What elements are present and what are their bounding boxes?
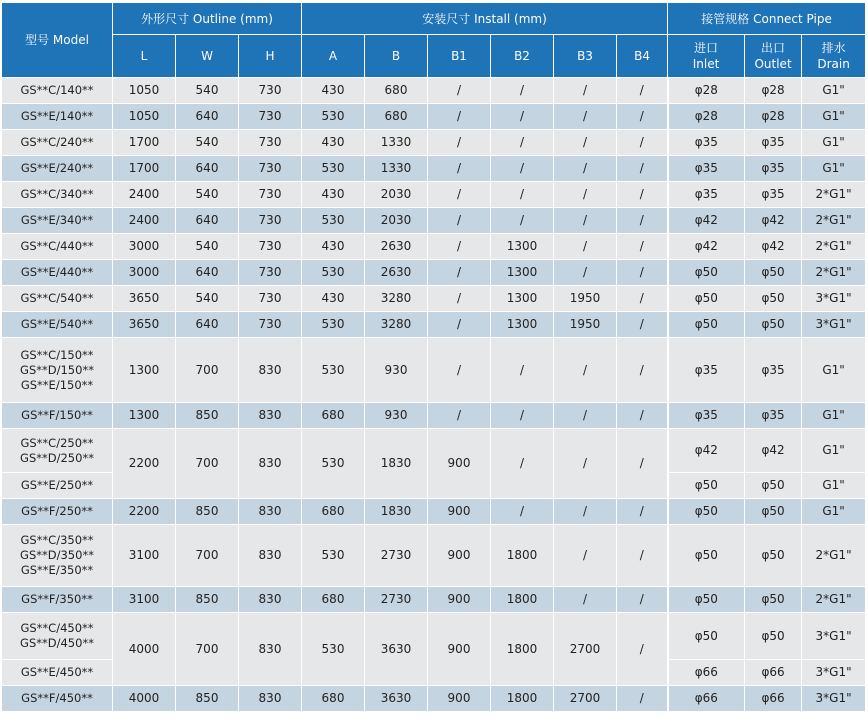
cell-L: 3650 (113, 286, 176, 312)
cell-inlet: φ35 (668, 182, 745, 208)
cell-A: 680 (302, 686, 365, 712)
cell-A: 530 (302, 208, 365, 234)
cell-inlet: φ35 (668, 130, 745, 156)
cell-model (2, 338, 113, 403)
header-L: L (113, 35, 176, 78)
cell-B2: / (491, 403, 554, 429)
cell-B1: / (428, 260, 491, 286)
cell-B4: / (617, 525, 668, 587)
cell-B: 1330 (365, 130, 428, 156)
cell-L: 2200 (113, 429, 176, 499)
cell-inlet: φ28 (668, 78, 745, 104)
cell-L: 1050 (113, 104, 176, 130)
cell-inlet: φ50 (668, 499, 745, 525)
model-line: GS**E/150** (20, 377, 94, 392)
cell-B: 3630 (365, 686, 428, 712)
model-line: GS**D/450** (20, 636, 94, 650)
cell-A: 530 (302, 429, 365, 499)
cell-W: 540 (176, 286, 239, 312)
cell-model: GS**E/540** (2, 312, 113, 338)
table-row (2, 286, 866, 312)
cell-B1: 900 (428, 429, 491, 499)
cell-B2: / (491, 208, 554, 234)
cell-B2: / (491, 499, 554, 525)
cell-B3: / (554, 78, 617, 104)
cell-B2: / (491, 338, 554, 403)
cell-W: 700 (176, 338, 239, 403)
cell-outlet: φ28 (745, 78, 802, 104)
cell-B4: / (617, 312, 668, 338)
cell-B2: / (491, 130, 554, 156)
cell-L: 2400 (113, 182, 176, 208)
cell-model: GS**F/250** (2, 499, 113, 525)
cell-inlet: φ42 (668, 429, 745, 473)
cell-B1: 900 (428, 613, 491, 686)
cell-B1: / (428, 234, 491, 260)
cell-H: 830 (239, 686, 302, 712)
cell-B: 930 (365, 403, 428, 429)
model-line: GS**D/150** (20, 362, 94, 377)
cell-H: 830 (239, 338, 302, 403)
cell-drain: G1" (802, 499, 866, 525)
cell-model: GS**C/240** (2, 130, 113, 156)
cell-B4: / (617, 182, 668, 208)
cell-B: 3630 (365, 613, 428, 686)
cell-A: 530 (302, 156, 365, 182)
cell-B3: 1950 (554, 312, 617, 338)
cell-A: 680 (302, 587, 365, 613)
header-A: A (302, 35, 365, 78)
header-B1: B1 (428, 35, 491, 78)
table-header (2, 3, 866, 78)
table-row (2, 182, 866, 208)
cell-B4: / (617, 686, 668, 712)
cell-B: 3280 (365, 312, 428, 338)
cell-H: 830 (239, 429, 302, 499)
cell-B4: / (617, 156, 668, 182)
cell-A: 530 (302, 312, 365, 338)
cell-drain: 3*G1" (802, 660, 866, 686)
table-row (2, 234, 866, 260)
cell-B: 1330 (365, 156, 428, 182)
table-row (2, 686, 866, 712)
cell-B1: / (428, 182, 491, 208)
cell-H: 730 (239, 78, 302, 104)
table-body (2, 78, 866, 712)
cell-A: 530 (302, 613, 365, 686)
cell-B2: 1300 (491, 312, 554, 338)
table-row (2, 429, 866, 473)
cell-drain: G1" (802, 130, 866, 156)
cell-outlet: φ35 (745, 182, 802, 208)
cell-B1: / (428, 208, 491, 234)
cell-W: 540 (176, 234, 239, 260)
header-drain-cn: 排水 (821, 41, 846, 55)
cell-W: 850 (176, 499, 239, 525)
cell-W: 850 (176, 686, 239, 712)
cell-outlet: φ66 (745, 660, 802, 686)
cell-B2: / (491, 156, 554, 182)
cell-outlet: φ42 (745, 429, 802, 473)
cell-W: 540 (176, 130, 239, 156)
cell-outlet: φ50 (745, 473, 802, 499)
cell-B: 930 (365, 338, 428, 403)
cell-outlet: φ66 (745, 686, 802, 712)
cell-A: 530 (302, 104, 365, 130)
cell-L: 3000 (113, 234, 176, 260)
cell-B: 1830 (365, 429, 428, 499)
cell-drain: G1" (802, 104, 866, 130)
cell-B: 2030 (365, 208, 428, 234)
cell-B4: / (617, 104, 668, 130)
cell-A: 430 (302, 130, 365, 156)
cell-L: 4000 (113, 686, 176, 712)
header-outline: 外形尺寸 Outline (mm) (113, 3, 302, 35)
cell-B1: / (428, 78, 491, 104)
cell-B3: / (554, 234, 617, 260)
cell-H: 730 (239, 234, 302, 260)
cell-L: 4000 (113, 613, 176, 686)
cell-W: 850 (176, 403, 239, 429)
cell-L: 1300 (113, 338, 176, 403)
cell-outlet: φ35 (745, 338, 802, 403)
table-row (2, 525, 866, 587)
cell-B2: 1800 (491, 525, 554, 587)
cell-L: 3100 (113, 525, 176, 587)
cell-B2: 1300 (491, 234, 554, 260)
cell-inlet: φ42 (668, 208, 745, 234)
cell-drain: 2*G1" (802, 208, 866, 234)
cell-W: 700 (176, 429, 239, 499)
cell-L: 2200 (113, 499, 176, 525)
cell-H: 730 (239, 104, 302, 130)
cell-H: 730 (239, 182, 302, 208)
cell-W: 640 (176, 156, 239, 182)
header-install: 安装尺寸 Install (mm) (302, 3, 668, 35)
cell-B: 2730 (365, 587, 428, 613)
cell-model: GS**E/340** (2, 208, 113, 234)
table-row (2, 312, 866, 338)
cell-B3: / (554, 525, 617, 587)
cell-H: 830 (239, 499, 302, 525)
cell-drain: G1" (802, 403, 866, 429)
cell-L: 2400 (113, 208, 176, 234)
cell-outlet: φ35 (745, 156, 802, 182)
cell-outlet: φ50 (745, 312, 802, 338)
cell-B2: 1300 (491, 286, 554, 312)
cell-W: 540 (176, 78, 239, 104)
cell-L: 3650 (113, 312, 176, 338)
cell-L: 1700 (113, 156, 176, 182)
cell-W: 640 (176, 312, 239, 338)
cell-B3: / (554, 156, 617, 182)
cell-outlet: φ50 (745, 525, 802, 587)
cell-W: 850 (176, 587, 239, 613)
header-B: B (365, 35, 428, 78)
header-B2: B2 (491, 35, 554, 78)
cell-inlet: φ50 (668, 312, 745, 338)
header-inlet-en: Inlet (692, 57, 720, 71)
cell-outlet: φ50 (745, 613, 802, 660)
cell-L: 3000 (113, 260, 176, 286)
cell-B1: 900 (428, 525, 491, 587)
cell-inlet: φ35 (668, 403, 745, 429)
cell-B1: 900 (428, 499, 491, 525)
cell-A: 530 (302, 338, 365, 403)
cell-B3: 2700 (554, 613, 617, 686)
cell-inlet: φ50 (668, 473, 745, 499)
cell-B2: 1300 (491, 260, 554, 286)
cell-inlet: φ50 (668, 525, 745, 587)
cell-drain: 3*G1" (802, 312, 866, 338)
header-model: 型号 Model (2, 3, 113, 78)
cell-H: 830 (239, 613, 302, 686)
cell-model: GS**F/350** (2, 587, 113, 613)
cell-B: 2730 (365, 525, 428, 587)
cell-B3: / (554, 104, 617, 130)
cell-outlet: φ35 (745, 403, 802, 429)
cell-W: 640 (176, 104, 239, 130)
cell-B4: / (617, 338, 668, 403)
cell-B4: / (617, 613, 668, 686)
table-row (2, 260, 866, 286)
cell-B1: / (428, 312, 491, 338)
cell-W: 700 (176, 613, 239, 686)
cell-drain: 3*G1" (802, 286, 866, 312)
cell-B3: / (554, 429, 617, 499)
model-line: GS**E/350** (20, 563, 94, 577)
cell-outlet: φ50 (745, 286, 802, 312)
spec-table (1, 2, 866, 712)
header-pipe: 接管规格 Connect Pipe (668, 3, 866, 35)
cell-W: 540 (176, 182, 239, 208)
cell-H: 830 (239, 525, 302, 587)
cell-B3: / (554, 130, 617, 156)
cell-B4: / (617, 587, 668, 613)
cell-inlet: φ50 (668, 286, 745, 312)
cell-B4: / (617, 403, 668, 429)
cell-A: 680 (302, 499, 365, 525)
cell-H: 730 (239, 286, 302, 312)
model-line: GS**D/350** (20, 548, 94, 562)
cell-B3: / (554, 182, 617, 208)
cell-model: GS**E/440** (2, 260, 113, 286)
cell-B4: / (617, 499, 668, 525)
cell-B4: / (617, 260, 668, 286)
cell-drain: G1" (802, 338, 866, 403)
cell-model (2, 429, 113, 473)
model-line: GS**C/150** (20, 347, 94, 362)
table-row (2, 403, 866, 429)
cell-inlet: φ66 (668, 686, 745, 712)
cell-B4: / (617, 234, 668, 260)
cell-B1: / (428, 403, 491, 429)
cell-H: 730 (239, 156, 302, 182)
cell-model: GS**C/140** (2, 78, 113, 104)
header-drain-en: Drain (817, 57, 850, 71)
cell-model: GS**F/450** (2, 686, 113, 712)
cell-model: GS**E/250** (2, 473, 113, 499)
table-row (2, 104, 866, 130)
cell-drain: G1" (802, 78, 866, 104)
cell-model: GS**E/450** (2, 660, 113, 686)
cell-B4: / (617, 208, 668, 234)
model-line: GS**C/450** (20, 621, 94, 635)
cell-drain: 3*G1" (802, 613, 866, 660)
cell-A: 430 (302, 182, 365, 208)
cell-B2: 1800 (491, 613, 554, 686)
cell-A: 430 (302, 286, 365, 312)
cell-outlet: φ28 (745, 104, 802, 130)
cell-B1: / (428, 338, 491, 403)
header-drain (802, 35, 866, 78)
header-B3: B3 (554, 35, 617, 78)
cell-B1: 900 (428, 686, 491, 712)
cell-B2: / (491, 78, 554, 104)
header-inlet-cn: 进口 (694, 41, 719, 55)
cell-W: 640 (176, 208, 239, 234)
cell-H: 730 (239, 208, 302, 234)
cell-drain: G1" (802, 473, 866, 499)
header-outlet-en: Outlet (754, 57, 792, 71)
cell-B: 3280 (365, 286, 428, 312)
table-row (2, 130, 866, 156)
cell-model: GS**F/150** (2, 403, 113, 429)
cell-B3: / (554, 260, 617, 286)
cell-H: 730 (239, 312, 302, 338)
cell-model (2, 613, 113, 660)
cell-B2: / (491, 429, 554, 499)
header-inlet (668, 35, 745, 78)
cell-model: GS**C/440** (2, 234, 113, 260)
cell-B4: / (617, 78, 668, 104)
table-row (2, 208, 866, 234)
cell-B2: / (491, 182, 554, 208)
cell-A: 430 (302, 234, 365, 260)
cell-B3: / (554, 499, 617, 525)
cell-B: 2630 (365, 260, 428, 286)
cell-model: GS**E/240** (2, 156, 113, 182)
cell-H: 830 (239, 403, 302, 429)
cell-inlet: φ35 (668, 338, 745, 403)
cell-B: 680 (365, 78, 428, 104)
cell-H: 730 (239, 260, 302, 286)
cell-model: GS**E/140** (2, 104, 113, 130)
cell-B3: / (554, 338, 617, 403)
cell-inlet: φ50 (668, 613, 745, 660)
cell-outlet: φ50 (745, 499, 802, 525)
cell-inlet: φ50 (668, 260, 745, 286)
cell-W: 700 (176, 525, 239, 587)
cell-B3: / (554, 208, 617, 234)
cell-B2: / (491, 104, 554, 130)
cell-drain: 2*G1" (802, 234, 866, 260)
cell-A: 530 (302, 525, 365, 587)
cell-inlet: φ35 (668, 156, 745, 182)
cell-A: 680 (302, 403, 365, 429)
cell-outlet: φ42 (745, 208, 802, 234)
cell-B1: / (428, 104, 491, 130)
cell-model: GS**C/340** (2, 182, 113, 208)
model-line: GS**C/350** (20, 533, 94, 547)
cell-model: GS**C/540** (2, 286, 113, 312)
model-line: GS**D/250** (20, 450, 94, 465)
cell-B3: / (554, 587, 617, 613)
cell-B1: / (428, 130, 491, 156)
cell-L: 1300 (113, 403, 176, 429)
cell-B: 2630 (365, 234, 428, 260)
header-W: W (176, 35, 239, 78)
cell-H: 830 (239, 587, 302, 613)
cell-B: 2030 (365, 182, 428, 208)
cell-drain: 3*G1" (802, 686, 866, 712)
cell-outlet: φ42 (745, 234, 802, 260)
cell-inlet: φ42 (668, 234, 745, 260)
cell-inlet: φ66 (668, 660, 745, 686)
header-outlet (745, 35, 802, 78)
cell-inlet: φ50 (668, 587, 745, 613)
cell-B4: / (617, 286, 668, 312)
cell-outlet: φ50 (745, 260, 802, 286)
cell-outlet: φ50 (745, 587, 802, 613)
cell-B3: / (554, 403, 617, 429)
table-row (2, 156, 866, 182)
table-row (2, 613, 866, 660)
header-outlet-cn: 出口 (761, 41, 786, 55)
cell-B4: / (617, 429, 668, 499)
cell-drain: G1" (802, 156, 866, 182)
cell-B1: / (428, 286, 491, 312)
cell-A: 430 (302, 78, 365, 104)
cell-drain: 2*G1" (802, 182, 866, 208)
cell-L: 1050 (113, 78, 176, 104)
cell-L: 3100 (113, 587, 176, 613)
table-row (2, 78, 866, 104)
cell-B1: / (428, 156, 491, 182)
cell-drain: 2*G1" (802, 525, 866, 587)
cell-B: 680 (365, 104, 428, 130)
model-line: GS**C/250** (20, 435, 94, 450)
cell-B3: 1950 (554, 286, 617, 312)
cell-drain: 2*G1" (802, 260, 866, 286)
cell-inlet: φ28 (668, 104, 745, 130)
cell-W: 640 (176, 260, 239, 286)
cell-A: 530 (302, 260, 365, 286)
header-B4: B4 (617, 35, 668, 78)
cell-B2: 1800 (491, 587, 554, 613)
cell-model (2, 525, 113, 587)
cell-drain: G1" (802, 429, 866, 473)
table-row (2, 587, 866, 613)
cell-outlet: φ35 (745, 130, 802, 156)
cell-B3: 2700 (554, 686, 617, 712)
table-row (2, 499, 866, 525)
header-H: H (239, 35, 302, 78)
cell-B4: / (617, 130, 668, 156)
cell-B1: 900 (428, 587, 491, 613)
cell-H: 730 (239, 130, 302, 156)
cell-B: 1830 (365, 499, 428, 525)
cell-drain: 2*G1" (802, 587, 866, 613)
table-row (2, 338, 866, 403)
cell-B2: 1800 (491, 686, 554, 712)
cell-L: 1700 (113, 130, 176, 156)
